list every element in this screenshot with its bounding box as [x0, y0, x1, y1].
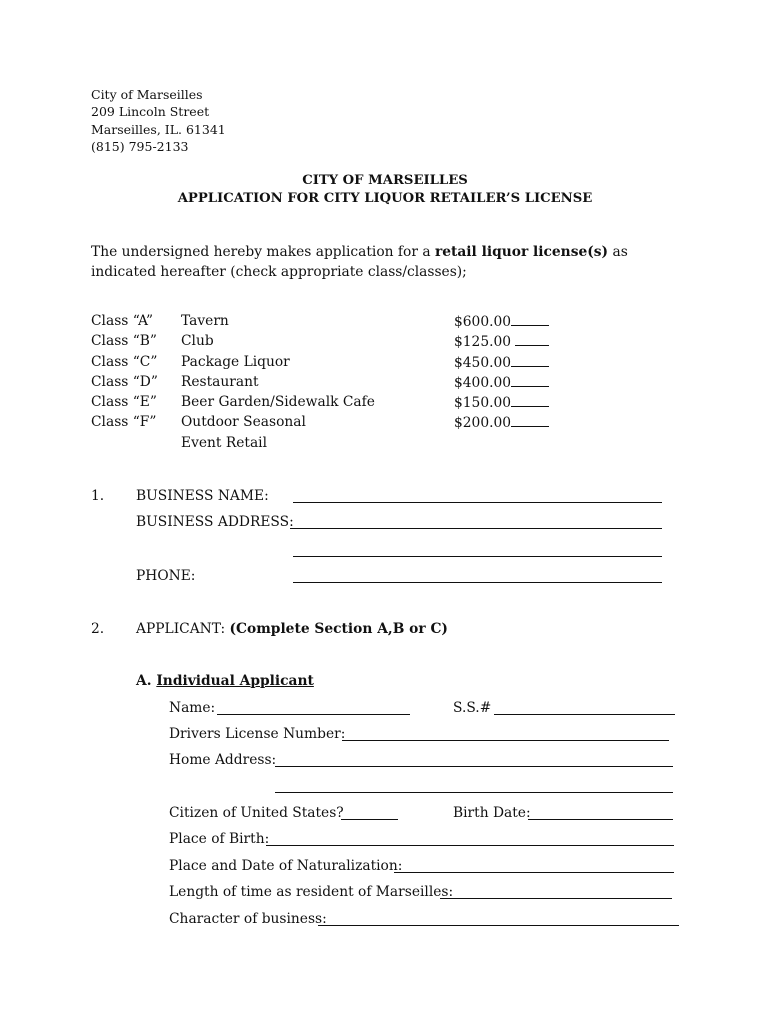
class-code: Class “D”	[91, 373, 158, 390]
applicant-heading	[136, 621, 448, 637]
class-fee: $125.00	[454, 334, 512, 351]
class-check-blank[interactable]	[511, 354, 549, 367]
class-fee: $200.00	[454, 415, 512, 432]
class-fee: $150.00	[454, 395, 512, 412]
intro-text: The undersigned hereby makes application for a	[91, 244, 435, 260]
class-name: Tavern	[181, 313, 229, 329]
class-check-blank[interactable]	[511, 374, 549, 387]
residence-length-field[interactable]	[440, 898, 672, 899]
subsection-letter: A.	[136, 673, 152, 689]
drivers-license-label: Drivers License Number:	[169, 726, 346, 742]
intro-paragraph	[91, 242, 691, 282]
naturalization-field[interactable]	[394, 872, 674, 873]
class-fee: $600.00	[454, 314, 512, 330]
phone-field[interactable]	[293, 582, 662, 583]
class-fee: $450.00	[454, 354, 512, 371]
applicant-label: APPLICANT:	[136, 621, 226, 637]
address-line: (815) 795-2133	[91, 138, 189, 154]
home-address-field[interactable]	[275, 766, 673, 767]
class-name: Event Retail	[181, 434, 267, 451]
class-check-blank[interactable]	[511, 313, 549, 326]
phone-label: PHONE:	[136, 568, 196, 584]
citizen-field[interactable]	[341, 819, 398, 820]
business-name-label: BUSINESS NAME:	[136, 488, 269, 504]
residence-length-label: Length of time as resident of Marseilles:	[169, 884, 454, 900]
document-title-city: CITY OF MARSEILLES	[302, 173, 468, 188]
home-address-field-line2[interactable]	[275, 792, 673, 793]
address-line: Marseilles, IL. 61341	[91, 121, 226, 137]
class-code: Class “B”	[91, 333, 157, 350]
naturalization-label: Place and Date of Naturalization:	[169, 858, 403, 874]
class-check-blank[interactable]	[515, 333, 549, 346]
address-line: 209 Lincoln Street	[91, 104, 210, 120]
name-field[interactable]	[217, 714, 410, 715]
section-number: 2.	[91, 621, 105, 637]
class-code: Class “C”	[91, 353, 158, 370]
business-address-label: BUSINESS ADDRESS:	[136, 514, 294, 530]
applicant-section-note: (Complete Section A,B or C)	[229, 621, 448, 637]
individual-applicant-heading	[136, 673, 314, 689]
class-name: Package Liquor	[181, 353, 290, 370]
business-address-field-line2[interactable]	[293, 556, 662, 557]
class-name: Beer Garden/Sidewalk Cafe	[181, 394, 375, 411]
birth-date-field[interactable]	[528, 819, 673, 820]
city-address-block	[91, 86, 226, 155]
address-line: City of Marseilles	[91, 87, 203, 102]
intro-bold-text: retail liquor license(s)	[434, 244, 609, 260]
place-of-birth-field[interactable]	[266, 845, 674, 846]
class-name: Club	[181, 333, 214, 350]
subsection-title: Individual Applicant	[156, 673, 314, 689]
class-fee: $400.00	[454, 374, 512, 391]
place-of-birth-label: Place of Birth:	[169, 831, 270, 847]
character-of-business-field[interactable]	[318, 925, 679, 926]
business-name-field[interactable]	[293, 502, 662, 503]
character-of-business-label: Character of business:	[169, 911, 327, 927]
drivers-license-field[interactable]	[342, 740, 669, 741]
class-check-blank[interactable]	[511, 414, 549, 427]
class-code: Class “E”	[91, 394, 157, 411]
class-name: Outdoor Seasonal	[181, 414, 306, 431]
document-title-application: APPLICATION FOR CITY LIQUOR RETAILER’S LICENSE	[177, 191, 593, 206]
class-code: Class “A”	[91, 313, 154, 329]
birth-date-label: Birth Date:	[453, 805, 531, 821]
name-label: Name:	[169, 700, 216, 716]
section-number: 1.	[91, 488, 105, 504]
class-check-blank[interactable]	[511, 394, 549, 407]
ss-label: S.S.#	[453, 700, 492, 716]
business-address-field[interactable]	[290, 528, 662, 529]
intro-text-end: as indicated hereafter (check appropriate class/classes);	[91, 244, 628, 280]
class-name: Restaurant	[181, 373, 259, 390]
ss-field[interactable]	[494, 714, 675, 715]
class-code: Class “F”	[91, 414, 157, 431]
home-address-label: Home Address:	[169, 752, 277, 768]
citizen-label: Citizen of United States?	[169, 805, 344, 821]
